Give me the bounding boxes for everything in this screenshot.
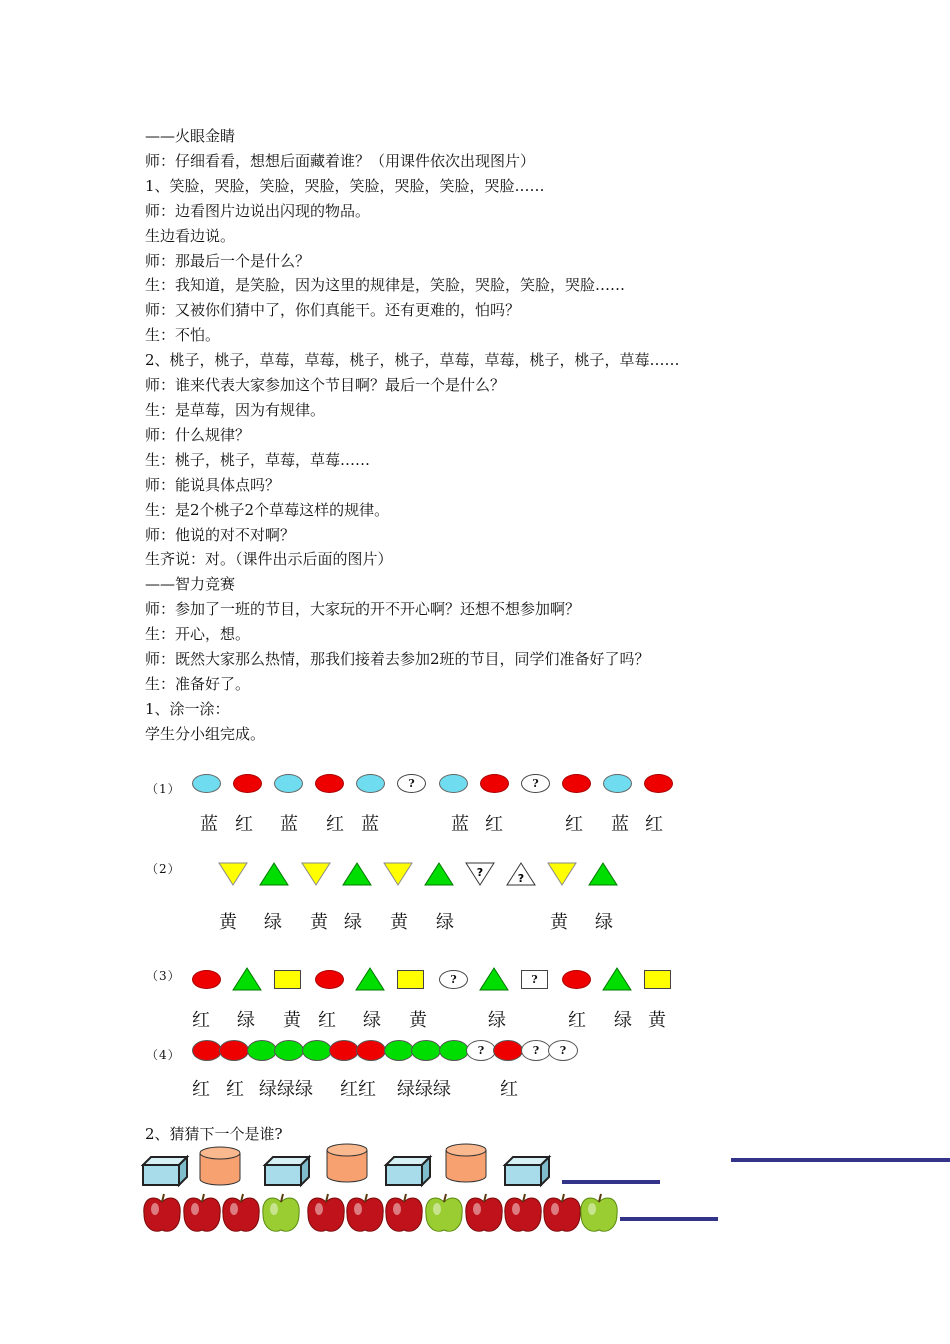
question-bead[interactable]: ? xyxy=(548,1040,578,1061)
text-line: 师：那最后一个是什么？ xyxy=(145,251,311,270)
red-apple xyxy=(466,1194,502,1231)
question-circle[interactable]: ? xyxy=(521,774,550,793)
text-line: 师：既然大家那么热情，那我们接着去参加2班的节目，同学们准备好了吗？ xyxy=(145,650,650,669)
color-label: 绿 xyxy=(237,1010,255,1031)
question-square[interactable]: ? xyxy=(521,970,548,989)
guess-heading: 2、猜猜下一个是谁? xyxy=(145,1125,283,1143)
text-line: 生：开心，想。 xyxy=(145,625,251,644)
color-label: 绿 xyxy=(344,912,362,933)
color-label: 绿 xyxy=(488,1010,506,1031)
red-apple xyxy=(347,1194,383,1231)
color-label: 黄 xyxy=(409,1010,427,1031)
text-line: 生：是2个桃子2个草莓这样的规律。 xyxy=(145,500,390,519)
color-label: 黄 xyxy=(550,912,568,933)
color-label: 红 xyxy=(485,814,503,835)
text-line: 师：边看图片边说出闪现的物品。 xyxy=(145,201,371,220)
color-label: 红 xyxy=(318,1010,336,1031)
color-label: 红 xyxy=(192,1010,210,1031)
color-label: 黄 xyxy=(648,1010,666,1031)
text-line: 2、桃子，桃子，草莓，草莓，桃子，桃子，草莓，草莓，桃子，桃子，草莓…… xyxy=(145,351,680,370)
text-line: ——智力竞赛 xyxy=(145,575,236,594)
text-line: 1、涂一涂： xyxy=(145,699,230,718)
answer-blank-line-2[interactable] xyxy=(620,1217,718,1221)
color-label: 蓝 xyxy=(280,814,298,835)
text-line: 师：参加了一班的节目，大家玩的开不开心啊？还想不想参加啊？ xyxy=(145,600,581,619)
color-label: 黄 xyxy=(219,912,237,933)
green-apple xyxy=(426,1194,462,1231)
color-label: 红 xyxy=(645,814,663,835)
color-label: 绿 xyxy=(264,912,282,933)
text-line: 1、笑脸，哭脸，笑脸，哭脸，笑脸，哭脸，笑脸，哭脸…… xyxy=(145,176,545,195)
color-label: 绿 xyxy=(436,912,454,933)
text-line: 生：准备好了。 xyxy=(145,674,251,693)
color-label: 蓝 xyxy=(361,814,379,835)
text-line: 师：又被你们猜中了，你们真能干。还有更难的，怕吗？ xyxy=(145,301,521,320)
text-line: 师：谁来代表大家参加这个节目啊？最后一个是什么？ xyxy=(145,376,506,395)
color-label: 蓝 xyxy=(200,814,218,835)
color-label: 红 xyxy=(326,814,344,835)
red-apple xyxy=(544,1194,580,1231)
row-label-4: （4） xyxy=(146,1048,181,1062)
red-apple xyxy=(386,1194,422,1231)
color-label: 蓝 xyxy=(611,814,629,835)
color-label: 绿 xyxy=(363,1010,381,1031)
color-label: 红 xyxy=(568,1010,586,1031)
row-label-1: （1） xyxy=(146,782,181,796)
text-line: 学生分小组完成。 xyxy=(145,724,266,743)
green-apple xyxy=(263,1194,299,1231)
red-apple xyxy=(308,1194,344,1231)
text-line: 师：仔细看看，想想后面藏着谁？（用课件依次出现图片） xyxy=(145,151,536,170)
question-mark: ? xyxy=(517,872,525,885)
color-label: 绿绿绿 xyxy=(397,1079,451,1100)
text-line: 生：我知道，是笑脸，因为这里的规律是，笑脸，哭脸，笑脸，哭脸…… xyxy=(145,276,626,295)
color-label: 红 xyxy=(192,1079,210,1100)
green-apple xyxy=(581,1194,617,1231)
text-line: 生边看边说。 xyxy=(145,226,236,245)
color-label: 绿绿绿 xyxy=(259,1079,313,1100)
color-label: 黄 xyxy=(310,912,328,933)
text-line: 生：是草莓，因为有规律。 xyxy=(145,400,326,419)
text-line: 生齐说：对。（课件出示后面的图片） xyxy=(145,550,393,569)
red-apple xyxy=(223,1194,259,1231)
color-label: 绿 xyxy=(614,1010,632,1031)
color-label: 黄 xyxy=(283,1010,301,1031)
red-apple xyxy=(505,1194,541,1231)
color-label: 绿 xyxy=(595,912,613,933)
color-label: 红红 xyxy=(340,1079,376,1100)
text-line: 师：什么规律？ xyxy=(145,425,251,444)
text-line: 师：能说具体点吗？ xyxy=(145,475,281,494)
row-label-2: （2） xyxy=(146,862,181,876)
color-label: 红 xyxy=(500,1079,518,1100)
question-bead[interactable]: ? xyxy=(521,1040,551,1061)
question-mark: ? xyxy=(476,866,484,879)
row-label-3: （3） xyxy=(146,969,181,983)
red-apple xyxy=(184,1194,220,1231)
color-label: 红 xyxy=(565,814,583,835)
question-circle[interactable]: ? xyxy=(397,774,426,793)
question-circle[interactable]: ? xyxy=(439,970,468,989)
color-label: 黄 xyxy=(390,912,408,933)
text-line: ——火眼金睛 xyxy=(145,127,236,145)
color-label: 红 xyxy=(226,1079,244,1100)
color-label: 蓝 xyxy=(451,814,469,835)
color-label: 红 xyxy=(235,814,253,835)
question-bead[interactable]: ? xyxy=(466,1040,496,1061)
red-apple xyxy=(144,1194,180,1231)
text-line: 生：桃子，桃子，草莓，草莓…… xyxy=(145,450,371,469)
text-line: 师：他说的对不对啊？ xyxy=(145,525,296,544)
text-line: 生：不怕。 xyxy=(145,326,221,345)
